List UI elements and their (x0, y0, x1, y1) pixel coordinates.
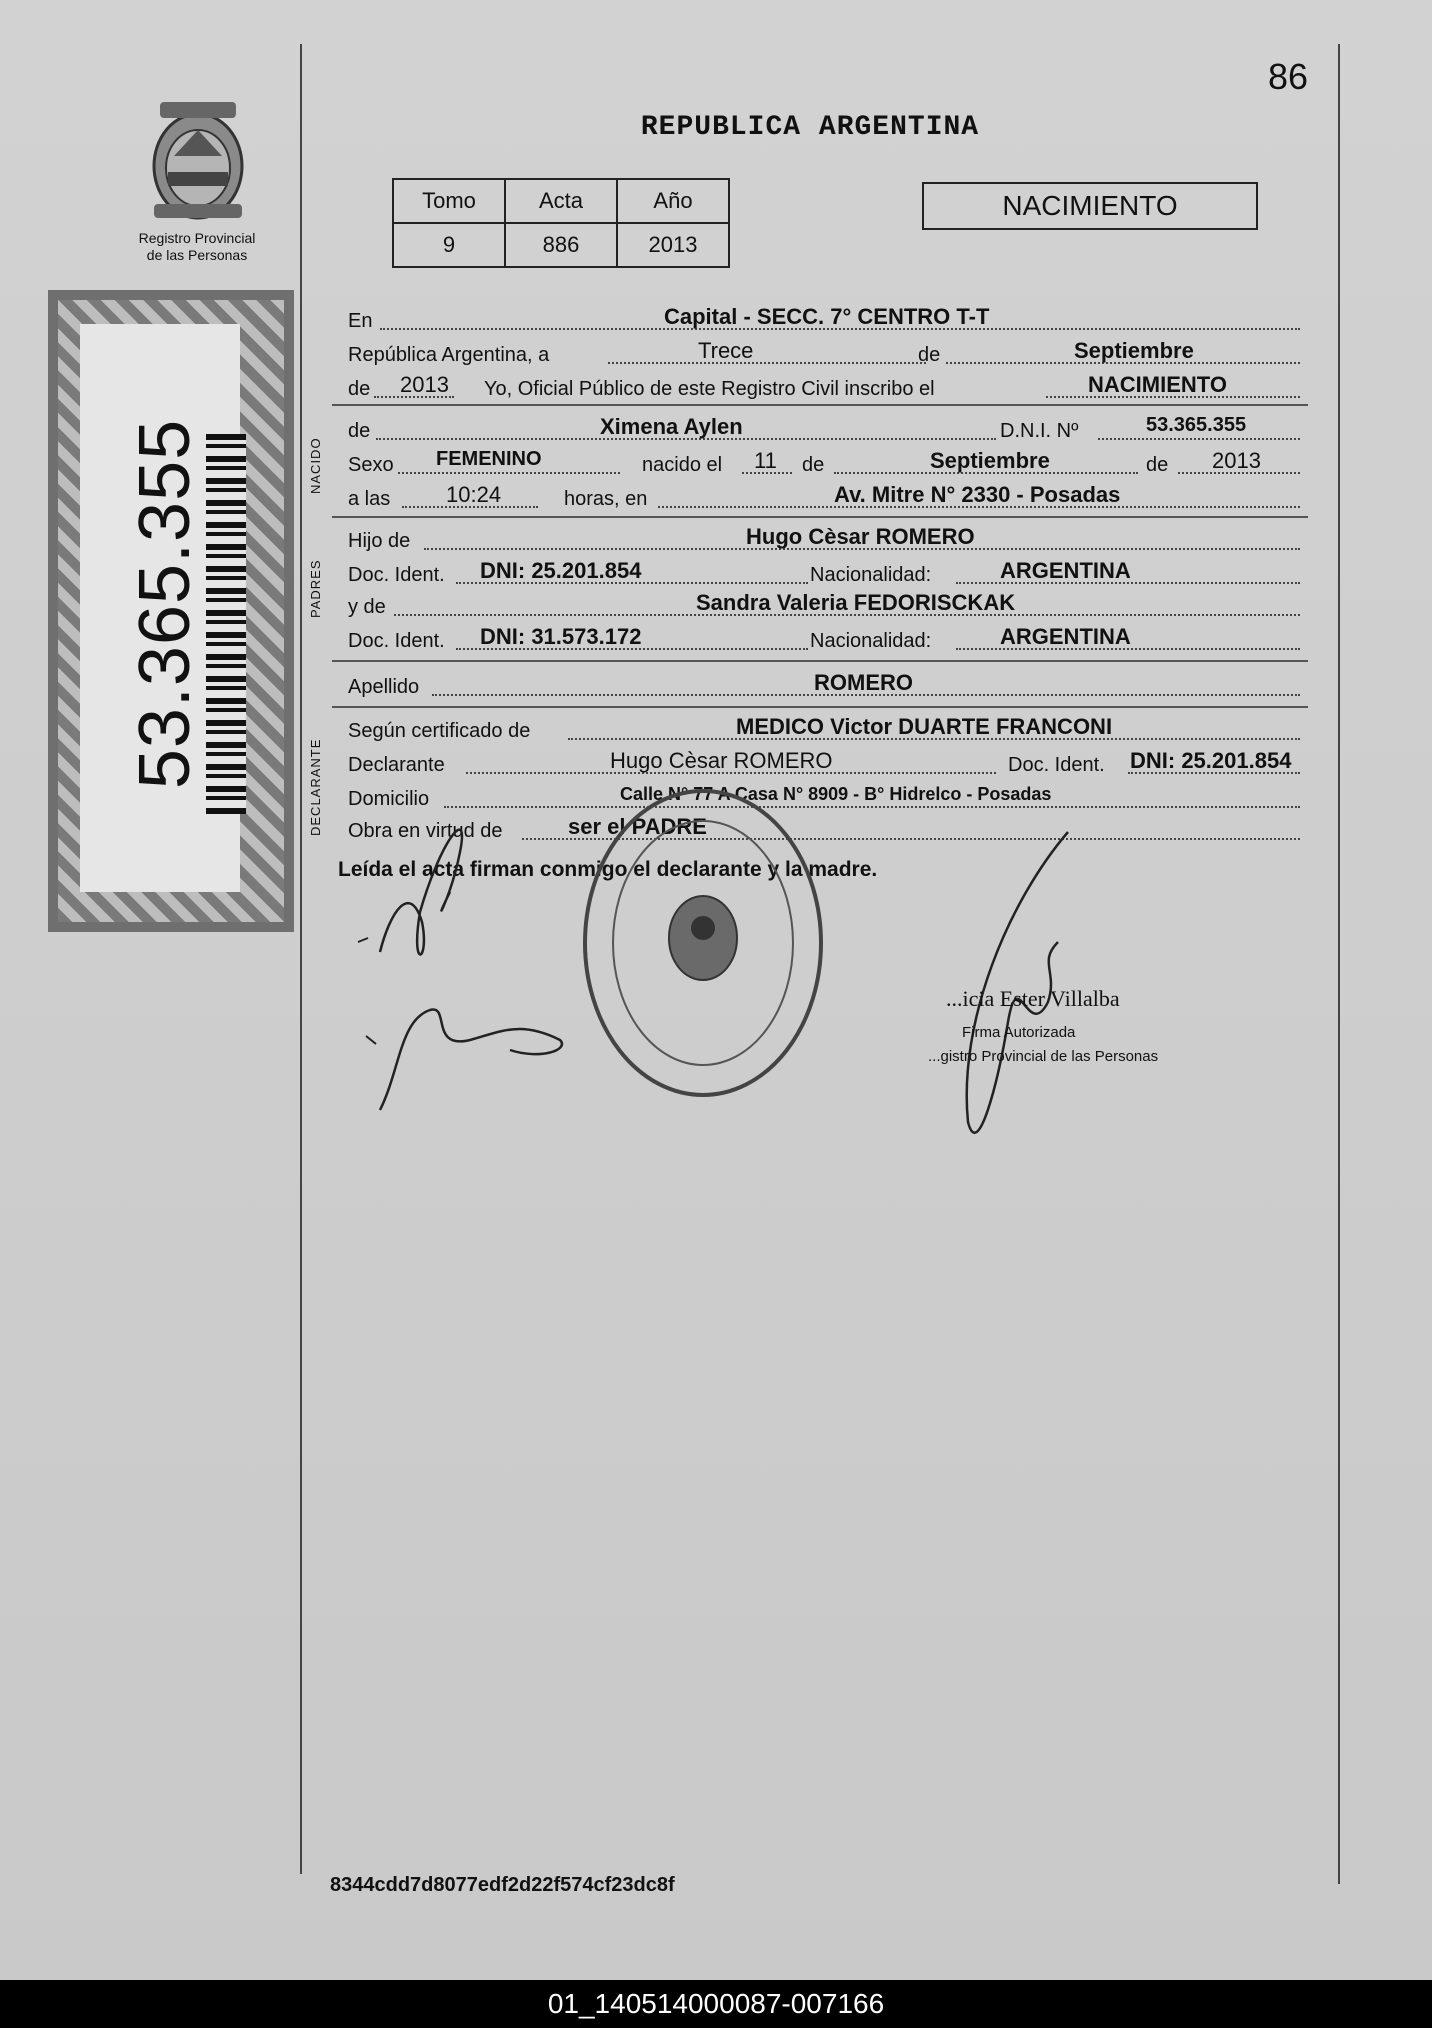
logo-caption-line1: Registro Provincial (138, 230, 256, 246)
document-title: REPUBLICA ARGENTINA (640, 112, 980, 143)
mother-signature (360, 980, 580, 1120)
value-madre: Sandra Valeria FEDORISCKAK (696, 590, 1016, 615)
value-padre: Hugo Cèsar ROMERO (746, 524, 975, 549)
label-horas-en: horas, en (564, 488, 648, 510)
row-fecha-acta (346, 340, 1306, 370)
value-anio-nac: 2013 (1212, 448, 1261, 473)
value-padre-nac: ARGENTINA (1000, 558, 1131, 583)
label-sexo: Sexo (348, 454, 394, 476)
value-apellido: ROMERO (814, 670, 913, 695)
label-yo-oficial: Yo, Oficial Público de este Registro Civil inscribo el (484, 378, 935, 400)
logo-caption-line2: de las Personas (146, 247, 248, 263)
value-mes-nac: Septiembre (930, 448, 1050, 473)
label-republica: República Argentina, a (348, 344, 550, 366)
dni-band-number: 53.365.355 (125, 418, 205, 790)
page-number: 86 (1268, 56, 1309, 97)
label-de: de (802, 454, 825, 476)
value-madre-dni: DNI: 31.573.172 (480, 624, 642, 649)
label-nacido-el: nacido el (642, 454, 723, 476)
value-en: Capital - SECC. 7° CENTRO T-T (664, 304, 990, 329)
label-certificado: Según certificado de (348, 720, 531, 742)
document-hash: 8344cdd7d8077edf2d22f574cf23dc8f (330, 1874, 675, 1896)
label-declarante-doc: Doc. Ident. (1008, 754, 1105, 776)
value-dia-letras: Trece (698, 338, 754, 363)
label-dni: D.N.I. Nº (1000, 420, 1079, 442)
label-de: de (348, 420, 371, 442)
row-padre-doc (346, 560, 1306, 590)
dni-band-inner (80, 324, 240, 892)
record-header-anio: Año (617, 179, 729, 223)
registry-round-seal (572, 778, 834, 1108)
row-padre (346, 526, 1306, 556)
value-dni: 53.365.355 (1146, 414, 1247, 436)
section-divider (332, 660, 1308, 662)
section-label-nacido: NACIDO (308, 437, 323, 494)
record-type-box: NACIMIENTO (922, 182, 1258, 230)
row-en (346, 306, 1306, 336)
row-sexo (346, 450, 1306, 480)
section-divider (332, 404, 1308, 406)
label-de: de (348, 378, 371, 400)
label-declarante: Declarante (348, 754, 445, 776)
right-margin-line (1338, 44, 1340, 1884)
value-declarante: Hugo Cèsar ROMERO (610, 748, 833, 773)
label-a-las: a las (348, 488, 391, 510)
record-value-anio: 2013 (617, 223, 729, 267)
value-inscribo: NACIMIENTO (1088, 372, 1227, 397)
official-role: Firma Autorizada (962, 1024, 1076, 1041)
label-de: de (918, 344, 941, 366)
record-value-acta: 886 (505, 223, 617, 267)
value-dia-nac: 11 (754, 448, 777, 473)
label-obra: Obra en virtud de (348, 820, 503, 842)
label-nacionalidad: Nacionalidad: (810, 630, 932, 652)
label-nacionalidad: Nacionalidad: (810, 564, 932, 586)
value-nombre: Ximena Aylen (600, 414, 743, 439)
scan-footer-id: 01_140514000087-007166 (0, 1980, 1432, 2028)
label-y-de: y de (348, 596, 386, 618)
label-domicilio: Domicilio (348, 788, 430, 810)
row-madre (346, 592, 1306, 622)
dni-security-band (48, 290, 294, 932)
official-office: ...gistro Provincial de las Personas (928, 1048, 1159, 1065)
label-de: de (1146, 454, 1169, 476)
record-value-tomo: 9 (393, 223, 505, 267)
logo-caption (112, 230, 282, 264)
row-apellido (346, 672, 1306, 702)
value-domicilio: Calle N° 77 A Casa N° 8909 - B° Hidrelco - Posadas (620, 784, 1052, 804)
row-nombre (346, 416, 1306, 446)
value-declarante-dni: DNI: 25.201.854 (1130, 748, 1292, 773)
section-divider (332, 516, 1308, 518)
value-obra: ser el PADRE (568, 814, 707, 839)
left-margin-line (300, 44, 302, 1874)
value-sexo: FEMENINO (436, 448, 542, 470)
record-header-tomo: Tomo (393, 179, 505, 223)
record-header-acta: Acta (505, 179, 617, 223)
value-madre-nac: ARGENTINA (1000, 624, 1131, 649)
value-hora: 10:24 (446, 482, 502, 507)
official-name: ...icia Ester Villalba (946, 986, 1120, 1011)
row-hora-lugar (346, 484, 1306, 514)
label-doc-ident: Doc. Ident. (348, 630, 445, 652)
dotted-line (608, 340, 926, 364)
closing-statement: Leída el acta firman conmigo el declarante y la madre. (338, 858, 878, 881)
value-lugar: Av. Mitre N° 2330 - Posadas (834, 482, 1121, 507)
row-certificado (346, 716, 1306, 746)
label-apellido: Apellido (348, 676, 420, 698)
label-hijo-de: Hijo de (348, 530, 411, 552)
value-mes-acta: Septiembre (1074, 338, 1194, 363)
section-divider (332, 706, 1308, 708)
record-table (392, 178, 730, 268)
row-madre-doc (346, 626, 1306, 656)
dni-barcode (206, 434, 246, 814)
label-en: En (348, 310, 373, 332)
provincial-seal-logo (134, 96, 262, 226)
value-anio-acta: 2013 (400, 372, 449, 397)
row-inscribo (346, 374, 1306, 404)
section-label-padres: PADRES (308, 559, 323, 618)
value-padre-dni: DNI: 25.201.854 (480, 558, 642, 583)
label-doc-ident: Doc. Ident. (348, 564, 445, 586)
section-label-declarante: DECLARANTE (308, 738, 323, 836)
value-certificado: MEDICO Victor DUARTE FRANCONI (736, 714, 1113, 739)
